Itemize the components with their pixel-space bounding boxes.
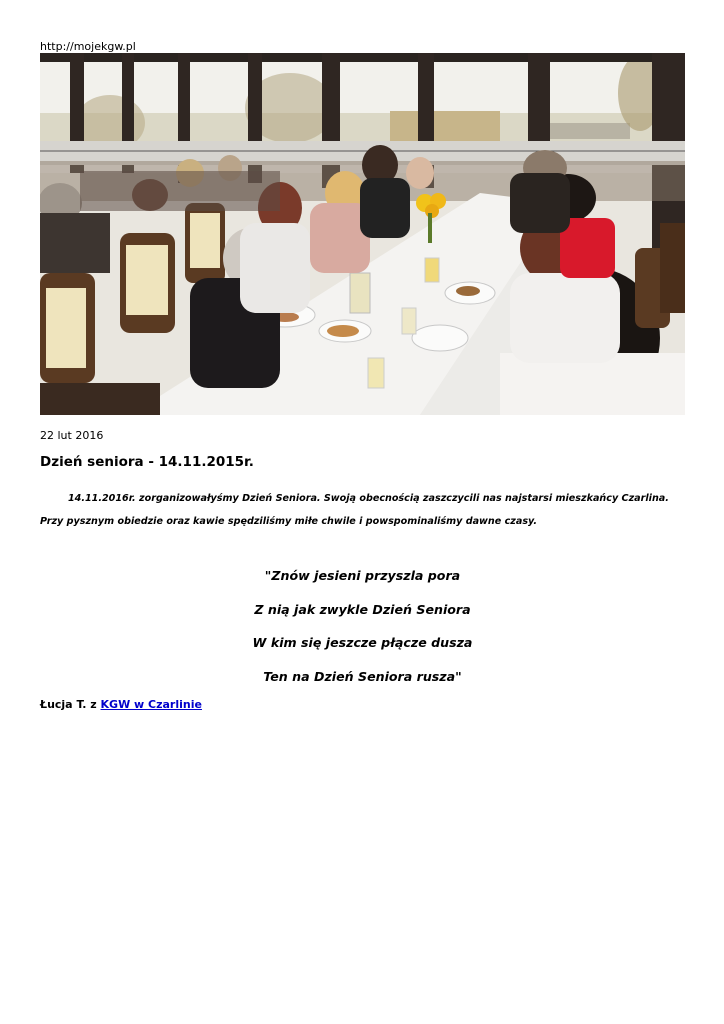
poem-line: Z nią jak zwykle Dzień Seniora (254, 601, 471, 617)
poem (40, 565, 685, 699)
source-url: http://mojekgw.pl (40, 40, 136, 53)
kgw-link[interactable]: KGW w Czarlinie (100, 698, 202, 711)
post-title: Dzień seniora - 14.11.2015r. (40, 454, 254, 470)
signature (40, 698, 202, 712)
poem-line: W kim się jeszcze płącze dusza (252, 635, 473, 650)
post-date: 22 lut 2016 (40, 429, 104, 442)
signature-author: Łucja T. z (40, 698, 97, 711)
poem-line: Ten na Dzień Seniora rusza" (263, 668, 462, 684)
event-photo (40, 53, 685, 415)
paragraph-line-2: Przy pysznym obiedzie oraz kawie spędziliśmy miłe chwile i powspominaliśmy dawne czasy. (40, 516, 538, 527)
paragraph-line-1: 14.11.2016r. zorganizowałyśmy Dzień Seniora. Swoją obecnością zaszczycili nas najstarsi mieszkańcy Czarlina. (68, 493, 669, 504)
post-paragraph (40, 487, 690, 533)
poem-line: "Znów jesieni przyszla pora (264, 568, 461, 583)
